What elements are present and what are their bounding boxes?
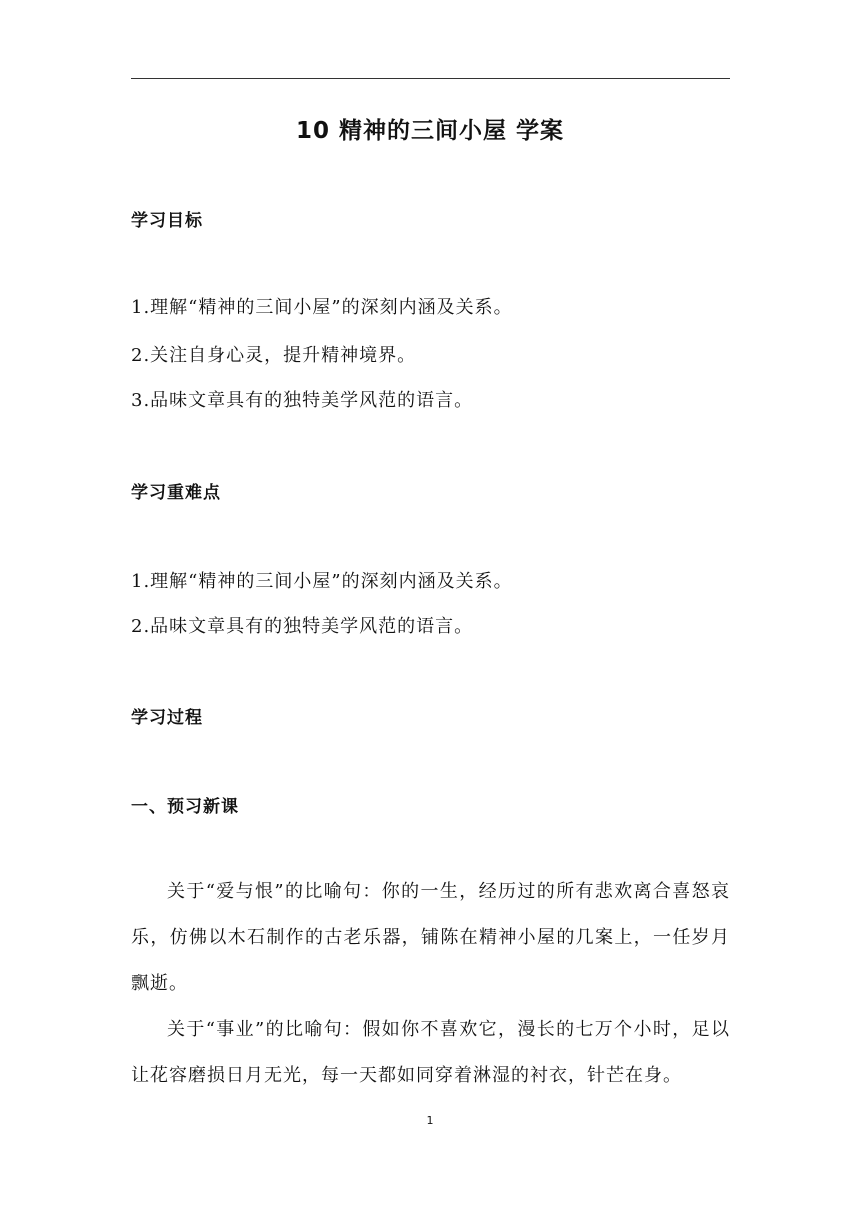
page-number: 1 <box>426 1114 434 1127</box>
objective-item: 3.品味文章具有的独特美学风范的语言。 <box>131 390 474 411</box>
header-rule <box>131 78 730 79</box>
subsection-heading-preview: 一、预习新课 <box>131 797 239 817</box>
body-paragraph: 关于“事业”的比喻句：假如你不喜欢它，漫长的七万个小时，足以让花容磨损日月无光，每一天都如同穿着淋湿的衬衣，针芒在身。 <box>131 1019 730 1086</box>
objective-item: 1.理解“精神的三间小屋”的深刻内涵及关系。 <box>131 297 513 318</box>
document-title: 10 精神的三间小屋 学案 <box>295 118 565 144</box>
section-heading-process: 学习过程 <box>131 708 203 728</box>
section-heading-key-points: 学习重难点 <box>131 483 221 503</box>
section-heading-objectives: 学习目标 <box>131 211 203 231</box>
body-paragraph: 关于“爱与恨”的比喻句：你的一生，经历过的所有悲欢离合喜怒哀乐，仿佛以木石制作的古老乐器，铺陈在精神小屋的几案上，一任岁月飘逝。 <box>131 881 730 994</box>
objective-item: 2.关注自身心灵，提升精神境界。 <box>131 345 417 366</box>
key-point-item: 2.品味文章具有的独特美学风范的语言。 <box>131 616 474 637</box>
key-point-item: 1.理解“精神的三间小屋”的深刻内涵及关系。 <box>131 571 513 592</box>
